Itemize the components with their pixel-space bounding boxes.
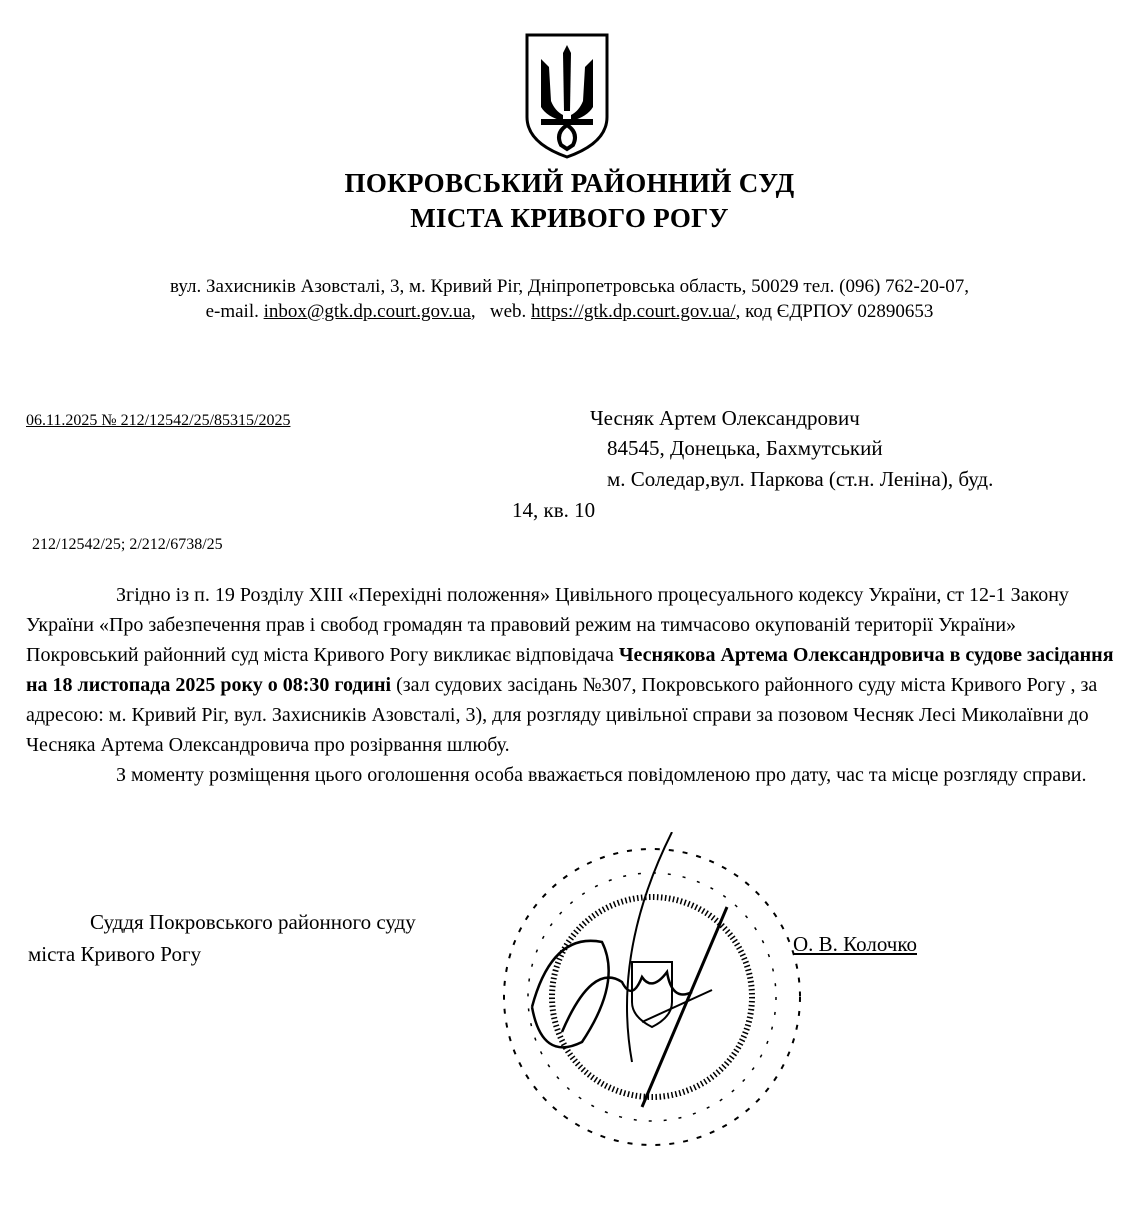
court-name-line2: МІСТА КРИВОГО РОГУ <box>410 203 729 233</box>
recipient-address-line1: 84545, Донецька, Бахмутський <box>607 436 883 460</box>
recipient-address-line2: м. Соледар,вул. Паркова (ст.н. Леніна), буд. <box>607 467 994 491</box>
judge-name: О. В. Колочко <box>793 932 917 956</box>
defendant-name: Чеснякова Артема Олександровича <box>618 644 945 666</box>
recipient-address-line3: 14, кв. 10 <box>512 498 596 522</box>
p1-text-2: в судове засідання <box>944 644 1114 666</box>
court-address: вул. Захисників Азовсталі, 3, м. Кривий Ріг, Дніпропетровська область, 50029 тел. (096) 762-20-07, <box>170 276 969 297</box>
web-label: web. <box>489 301 527 322</box>
case-numbers: 212/12542/25; 2/212/6738/25 <box>32 536 223 553</box>
registration-date-number: 06.11.2025 № 212/12542/25/85315/2025 <box>26 412 291 429</box>
notice-paragraph-2: З моменту розміщення цього оголошення особа вважається повідомленою про дату, час та місце розгляду справи. <box>116 764 1087 786</box>
judge-position-line2: міста Кривого Рогу <box>28 942 202 966</box>
court-name-line1: ПОКРОВСЬКИЙ РАЙОННИЙ СУД <box>344 168 795 198</box>
edrpou-code: , код ЄДРПОУ 02890653 <box>735 301 934 322</box>
court-seal-stamp-icon <box>492 832 822 1157</box>
email-link[interactable]: inbox@gtk.dp.court.gov.ua <box>263 301 471 322</box>
p1-text: Згідно із п. 19 Розділу XIII «Перехідні положення» Цивільного процесуального кодексу України, ст 12-1 Закону України «Про забезпечення прав і свобод громадян та правовий режим на тимчасово окупованій території України» Покровський районний суд міста Кривого Рогу викликає відповідача <box>26 584 1069 666</box>
notice-paragraph-1 <box>26 580 1121 760</box>
email-label: e-mail. <box>205 301 259 322</box>
notice-body <box>26 580 1121 790</box>
web-link[interactable]: https://gtk.dp.court.gov.ua/ <box>531 301 736 322</box>
court-contacts: e-mail. inbox@gtk.dp.court.gov.ua, web. https://gtk.dp.court.gov.ua/, код ЄДРПОУ 02890653 <box>205 301 934 322</box>
hearing-datetime: на 18 листопада 2025 року о 08:30 годині <box>26 674 392 696</box>
trident-emblem-icon <box>521 31 613 161</box>
judge-position-line1: Суддя Покровського районного суду <box>90 910 416 934</box>
recipient-name: Чесняк Артем Олександрович <box>590 406 860 430</box>
p1-text-3: (зал судових засідань №307, Покровського районного суду міста Кривого Рогу , за адресою: м. Кривий Ріг, вул. Захисників Азовсталі, 3), для розгляду цивільної справи за позовом Чесняк Лесі Миколаївни до Чесняка Артема Олександровича про розірвання шлюбу. <box>26 674 1098 756</box>
